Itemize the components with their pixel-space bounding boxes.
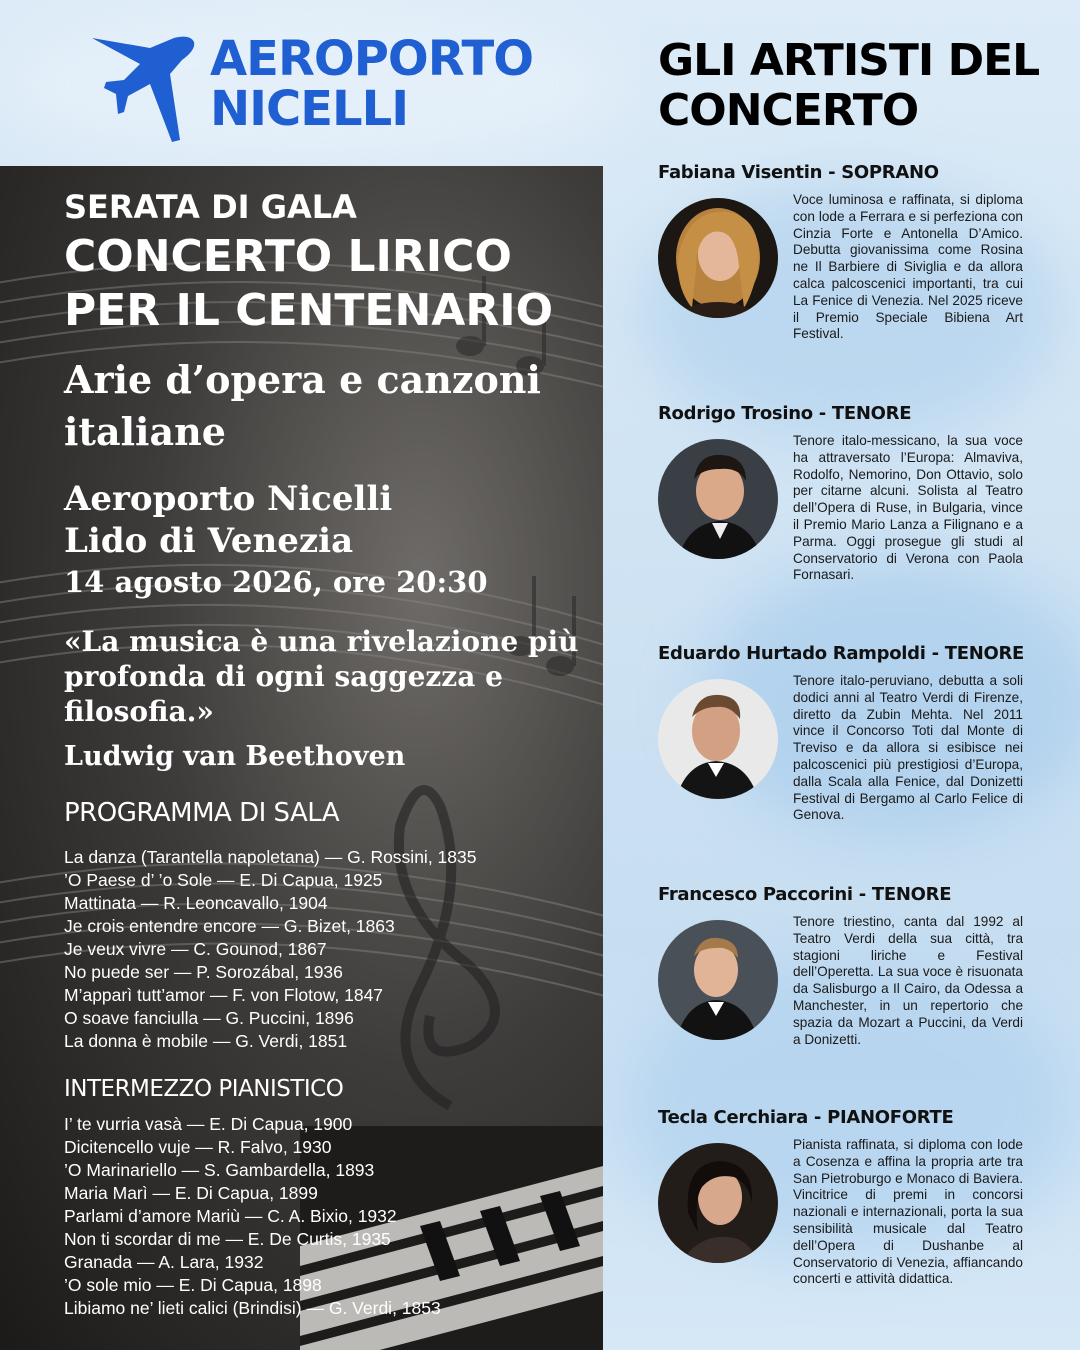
artist-card — [658, 884, 1028, 1047]
list-item: ’O Paese d’ ’o Sole — E. Di Capua, 1925 — [64, 870, 383, 890]
list-item: ’O sole mio — E. Di Capua, 1898 — [64, 1275, 322, 1295]
artist-role: PIANOFORTE — [827, 1107, 954, 1128]
artist-photo — [658, 679, 778, 799]
intermezzo-list — [64, 1113, 584, 1320]
artist-role: TENORE — [831, 403, 912, 424]
artist-name-line — [658, 403, 1028, 425]
name-separator: - — [852, 884, 872, 905]
artist-photo — [658, 1143, 778, 1263]
list-item: Dicitencello vuje — R. Falvo, 1930 — [64, 1137, 332, 1157]
artist-role: SOPRANO — [841, 162, 939, 183]
artist-photo — [658, 920, 778, 1040]
event-title: CONCERTO LIRICO PER IL CENTENARIO — [64, 231, 554, 336]
list-item: No puede ser — P. Sorozábal, 1936 — [64, 962, 343, 982]
list-item: Non ti scordar di me — E. De Curtis, 1935 — [64, 1229, 391, 1249]
artist-card — [658, 403, 1028, 583]
artist-name: Rodrigo Trosino — [658, 403, 813, 424]
artist-photo — [658, 439, 778, 559]
name-separator: - — [822, 162, 842, 183]
list-item: La donna è mobile — G. Verdi, 1851 — [64, 1031, 348, 1051]
list-item: La danza (Tarantella napoletana) — G. Rossini, 1835 — [64, 847, 477, 867]
list-item: Libiamo ne’ lieti calici (Brindisi) — G. Verdi, 1853 — [64, 1298, 441, 1318]
programma-list — [64, 846, 584, 1053]
venue-line-1: Aeroporto Nicelli — [64, 479, 393, 519]
artist-name: Francesco Paccorini — [658, 884, 853, 905]
list-item: I’ te vurria vasà — E. Di Capua, 1900 — [64, 1114, 353, 1134]
artist-name-line — [658, 884, 1028, 906]
artist-card — [658, 162, 1028, 342]
venue-line-2: Lido di Venezia — [64, 521, 354, 561]
airport-logo — [90, 31, 534, 142]
artist-role: TENORE — [871, 884, 952, 905]
artist-bio: Tenore italo-peruviano, debutta a soli dodici anni al Teatro Verdi di Firenze, diretto da Zubin Mehta. Nel 2011 vince il Concorso Toti dal Monte di Treviso e da allora si esibisce nei palcoscenici più prestigiosi d’Europa, dalla Scala alla Fenice, dal Donizetti Festival di Bergamo al Carlo Felice di Genova. — [793, 673, 1023, 823]
list-item: M’apparì tutt’amor — F. von Flotow, 1847 — [64, 985, 384, 1005]
artist-role: TENORE — [944, 643, 1025, 664]
artist-card — [658, 1107, 1028, 1287]
list-item: ’O Marinariello — S. Gambardella, 1893 — [64, 1160, 375, 1180]
list-item: Parlami d’amore Mariù — C. A. Bixio, 1932 — [64, 1206, 397, 1226]
artist-photo — [658, 198, 778, 318]
airplane-icon — [90, 34, 202, 142]
list-item: Mattinata — R. Leoncavallo, 1904 — [64, 893, 328, 913]
artist-name-line — [658, 162, 1028, 184]
event-date: 14 agosto 2026, ore 20:30 — [64, 565, 488, 599]
artist-card — [658, 643, 1028, 823]
artists-section-title: GLI ARTISTI DEL CONCERTO — [658, 35, 1040, 136]
name-separator: - — [812, 403, 832, 424]
artist-bio: Tenore triestino, canta dal 1992 al Teatro Verdi della sua città, tra stagioni liriche e Festival dell’Operetta. La sua voce è risuonata da Salisburgo a Il Cairo, da Odessa a Manchester, in un repertorio che spazia da Mozart a Puccini, da Verdi a Donizetti. — [793, 914, 1023, 1047]
artist-name: Tecla Cerchiara — [658, 1107, 808, 1128]
event-quote: «La musica è una rivelazione più profonda di ogni saggezza e filosofia.» — [64, 625, 579, 728]
list-item: O soave fanciulla — G. Puccini, 1896 — [64, 1008, 354, 1028]
event-subtitle: Arie d’opera e canzoni italiane — [64, 357, 541, 454]
intermezzo-heading: INTERMEZZO PIANISTICO — [64, 1076, 344, 1102]
name-separator: - — [925, 643, 945, 664]
artist-bio: Pianista raffinata, si diploma con lode a Cosenza e affina la propria arte tra San Pietroburgo e Monaco di Baviera. Vincitrice di premi in concorsi nazionali e internazionali, porta la sua sensibilità musicale dal Teatro dell’Opera di Dushanbe al Conservatorio di Venezia, affiancando concerti e attività didattica. — [793, 1137, 1023, 1287]
list-item: Je veux vivre — C. Gounod, 1867 — [64, 939, 327, 959]
artist-bio: Tenore italo-messicano, la sua voce ha attraversato l’Europa: Almaviva, Rodolfo, Nemorino, Don Ottavio, solo per citarne alcuni. Solista al Teatro dell’Opera di Ruse, in Bulgaria, vince il Premio Mario Lanza a Filignano e a Parma. Oggi prosegue gli studi al Conservatorio di Verona con Paola Fornasari. — [793, 433, 1023, 583]
artist-bio: Voce luminosa e raffinata, si diploma con lode a Ferrara e si perfeziona con Cinzia Forte e Antonella D’Amico. Debutta giovanissima come Rosina ne Il Barbiere di Siviglia e da allora calca palcoscenici importanti, tra cui La Fenice di Venezia. Nel 2025 riceve il Premio Speciale Bibiena Art Festival. — [793, 192, 1023, 342]
event-kicker: SERATA DI GALA — [64, 188, 357, 226]
logo-line-1: AEROPORTO — [210, 31, 534, 87]
artist-name: Fabiana Visentin — [658, 162, 823, 183]
programma-heading: PROGRAMMA DI SALA — [64, 798, 340, 828]
event-panel — [0, 166, 603, 1350]
list-item: Je crois entendre encore — G. Bizet, 1863 — [64, 916, 395, 936]
quote-author: Ludwig van Beethoven — [64, 741, 406, 772]
artist-name-line — [658, 1107, 1028, 1129]
artist-name: Eduardo Hurtado Rampoldi — [658, 643, 926, 664]
event-venue — [64, 478, 584, 562]
name-separator: - — [807, 1107, 828, 1128]
logo-line-2: NICELLI — [210, 81, 409, 137]
artist-name-line — [658, 643, 1028, 665]
list-item: Granada — A. Lara, 1932 — [64, 1252, 264, 1272]
list-item: Maria Marì — E. Di Capua, 1899 — [64, 1183, 318, 1203]
